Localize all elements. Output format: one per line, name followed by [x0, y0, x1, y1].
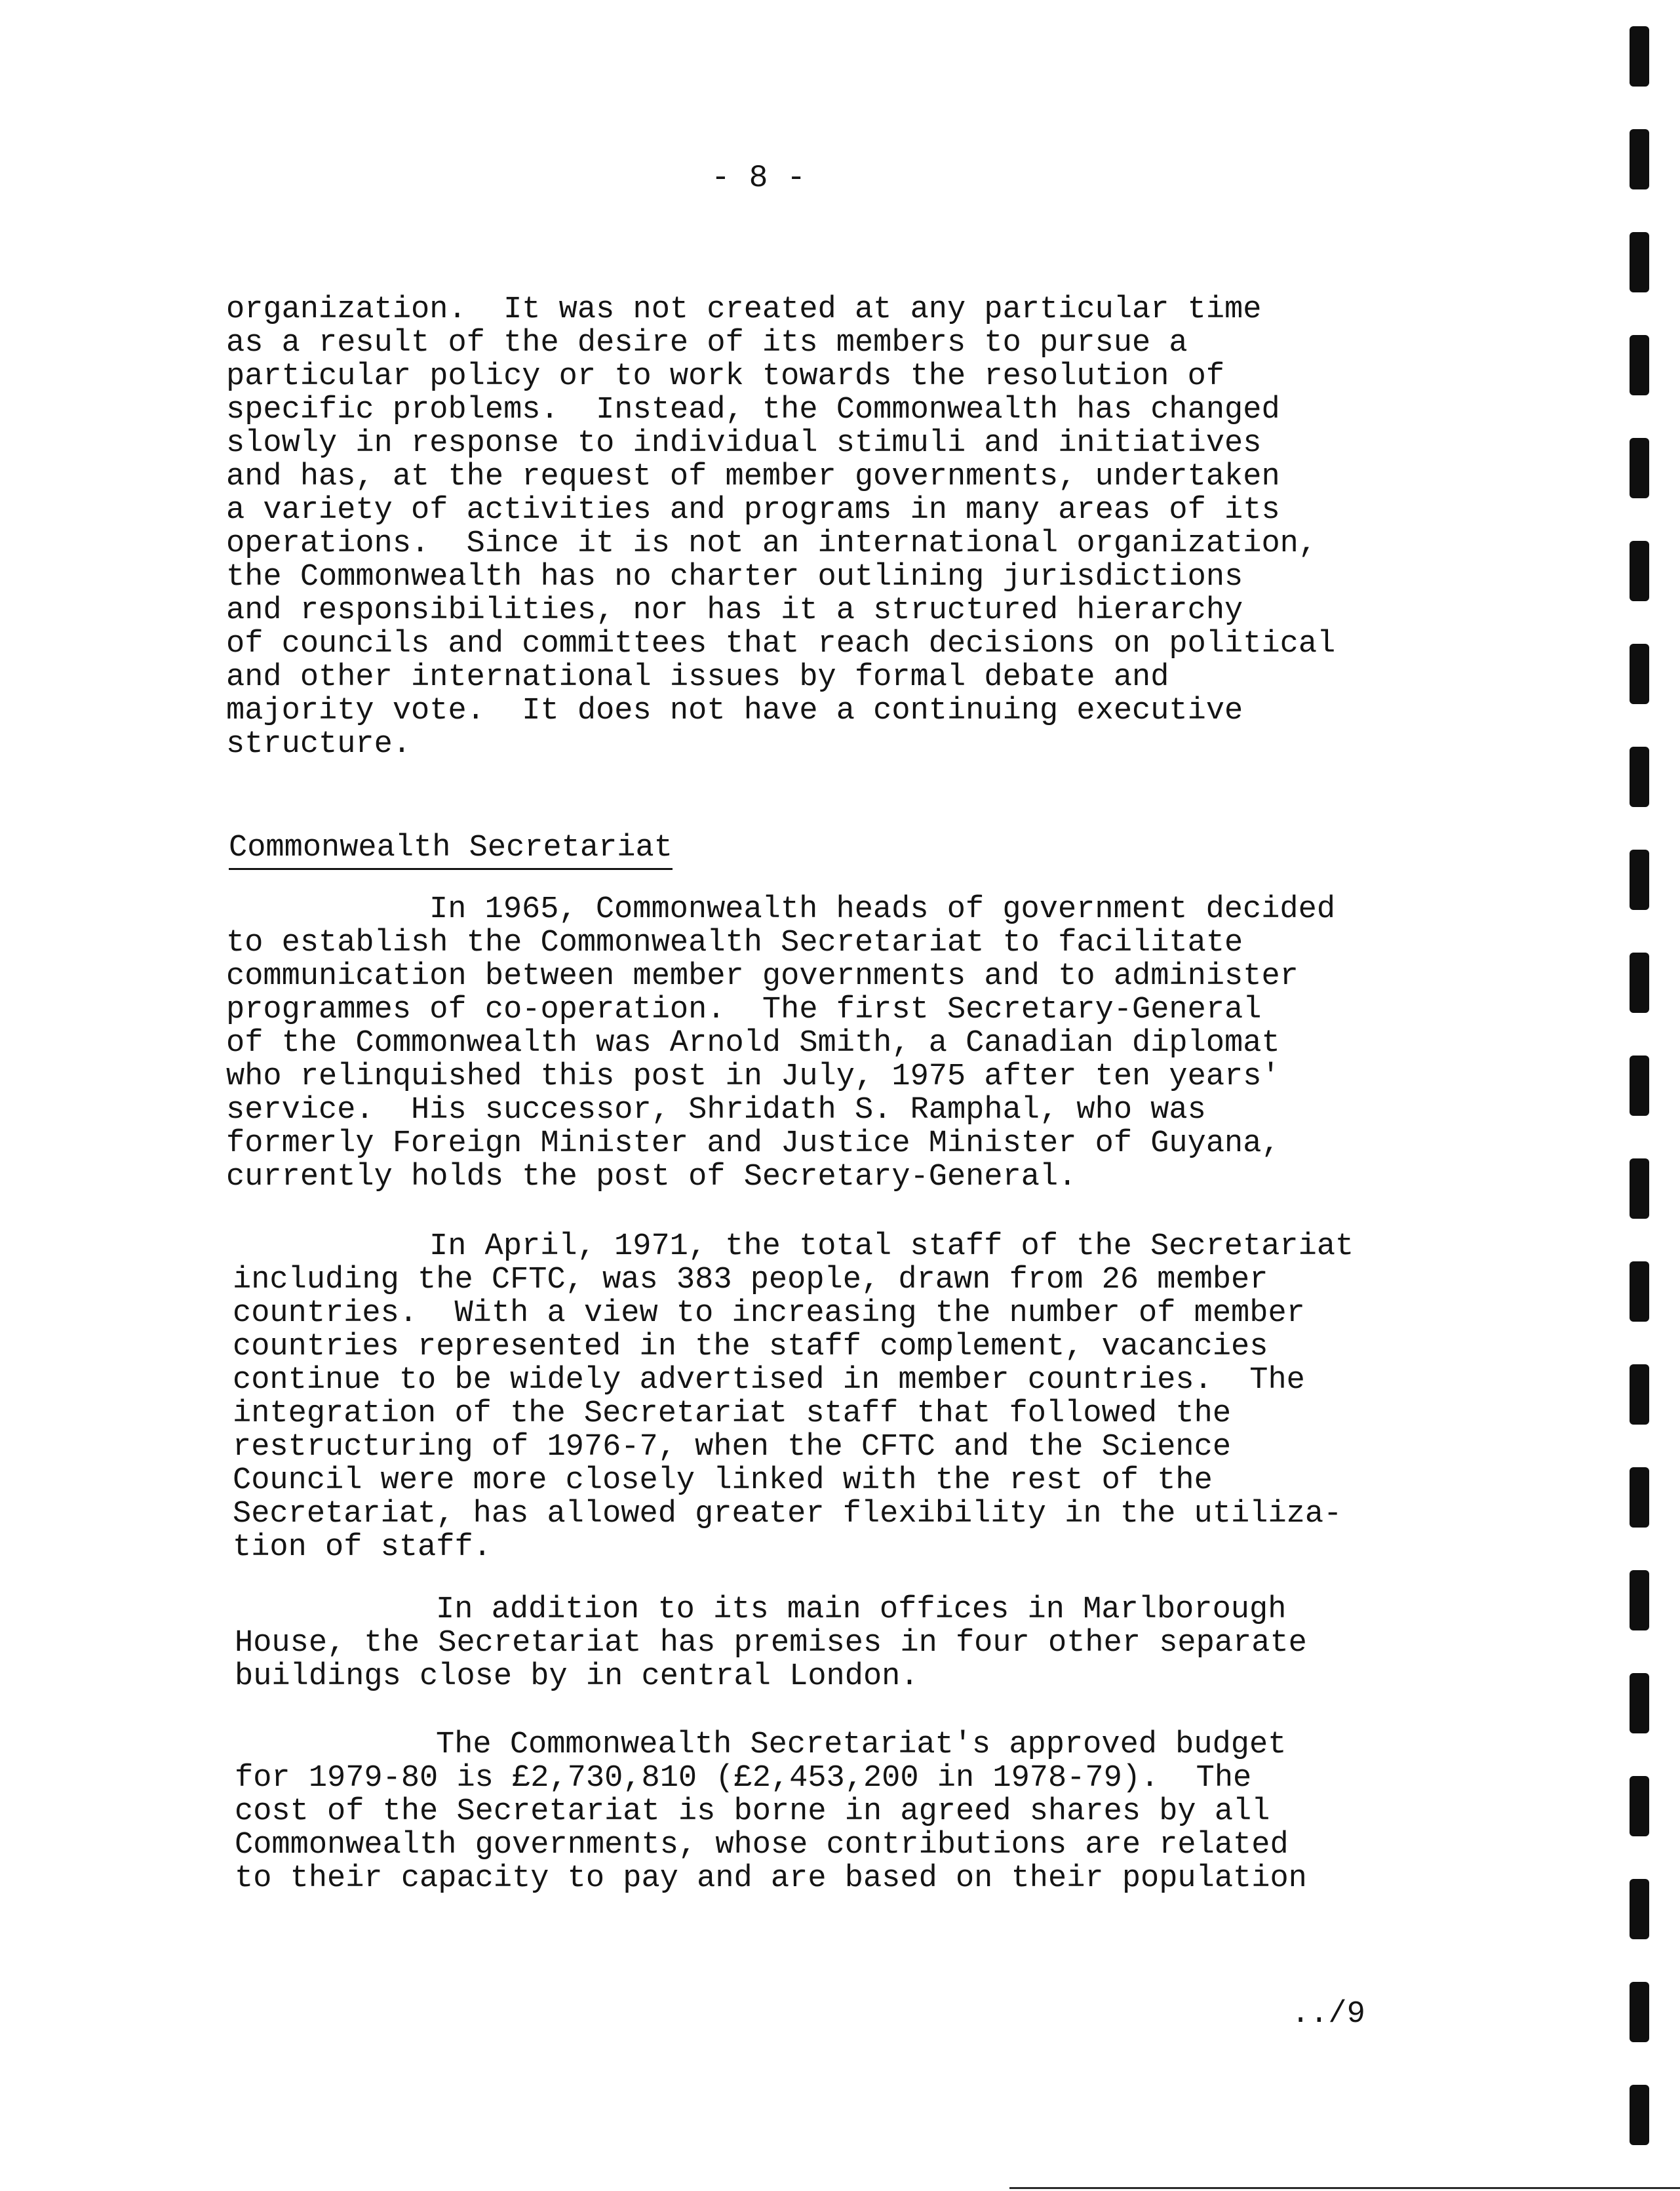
- section-heading: Commonwealth Secretariat: [229, 830, 673, 870]
- text-line: specific problems. Instead, the Commonwealth has changed: [226, 393, 1280, 427]
- continued-marker: ../9: [1291, 1997, 1365, 2032]
- binding-hole: [1630, 850, 1649, 910]
- text-line: cost of the Secretariat is borne in agreed shares by all: [235, 1794, 1270, 1829]
- text-line: formerly Foreign Minister and Justice Minister of Guyana,: [226, 1126, 1280, 1161]
- text-line: currently holds the post of Secretary-General.: [226, 1160, 1077, 1194]
- text-line: Commonwealth governments, whose contributions are related: [235, 1828, 1289, 1863]
- binding-hole: [1630, 541, 1649, 601]
- text-line: structure.: [226, 727, 412, 762]
- binding-strip: [1623, 0, 1680, 2191]
- text-line: In addition to its main offices in Marlborough: [436, 1592, 1287, 1627]
- text-line: In 1965, Commonwealth heads of government decided: [429, 892, 1336, 927]
- text-line: of the Commonwealth was Arnold Smith, a Canadian diplomat: [226, 1026, 1280, 1061]
- paragraph-1965: [226, 893, 1335, 1194]
- binding-hole: [1630, 1570, 1649, 1630]
- text-line: countries. With a view to increasing the number of member: [233, 1296, 1305, 1331]
- paragraph-budget: [235, 1728, 1307, 1895]
- binding-hole: [1630, 644, 1649, 704]
- text-line: programmes of co-operation. The first Secretary-General: [226, 993, 1262, 1027]
- text-line: including the CFTC, was 383 people, drawn from 26 member: [233, 1263, 1268, 1297]
- text-line: continue to be widely advertised in member countries. The: [233, 1363, 1305, 1398]
- text-line: the Commonwealth has no charter outlining jurisdictions: [226, 560, 1243, 595]
- binding-hole: [1630, 26, 1649, 87]
- text-line: Secretariat, has allowed greater flexibility in the utiliza-: [233, 1497, 1342, 1531]
- binding-hole: [1630, 2085, 1649, 2145]
- text-line: majority vote. It does not have a continuing executive: [226, 694, 1243, 728]
- paragraph-offices: [235, 1593, 1307, 1693]
- binding-hole: [1630, 747, 1649, 807]
- text-line: Council were more closely linked with the rest of the: [233, 1463, 1213, 1498]
- text-line: to establish the Commonwealth Secretariat to facilitate: [226, 926, 1243, 960]
- paragraph-1971: [233, 1230, 1354, 1564]
- binding-hole: [1630, 1673, 1649, 1733]
- text-line: service. His successor, Shridath S. Ramphal, who was: [226, 1093, 1206, 1128]
- text-line: operations. Since it is not an international organization,: [226, 526, 1318, 561]
- text-line: In April, 1971, the total staff of the Secretariat: [429, 1229, 1354, 1264]
- text-line: and has, at the request of member governments, undertaken: [226, 460, 1280, 494]
- binding-hole: [1630, 1982, 1649, 2042]
- text-line: slowly in response to individual stimuli and initiatives: [226, 426, 1262, 461]
- paragraph-intro: [226, 293, 1335, 761]
- page-edge-rule: [1009, 2187, 1680, 2189]
- binding-hole: [1630, 1261, 1649, 1322]
- binding-hole: [1630, 335, 1649, 395]
- text-line: restructuring of 1976-7, when the CFTC and the Science: [233, 1430, 1232, 1465]
- binding-hole: [1630, 1467, 1649, 1528]
- text-line: for 1979-80 is £2,730,810 (£2,453,200 in 1978-79). The: [235, 1761, 1252, 1796]
- text-line: as a result of the desire of its members to pursue a: [226, 326, 1188, 361]
- binding-hole: [1630, 1056, 1649, 1116]
- text-line: House, the Secretariat has premises in four other separate: [235, 1626, 1307, 1661]
- text-line: who relinquished this post in July, 1975 after ten years': [226, 1059, 1280, 1094]
- text-line: particular policy or to work towards the resolution of: [226, 359, 1225, 394]
- text-line: and responsibilities, nor has it a structured hierarchy: [226, 593, 1243, 628]
- binding-hole: [1630, 1879, 1649, 1939]
- binding-hole: [1630, 129, 1649, 189]
- text-line: to their capacity to pay and are based on their population: [235, 1861, 1307, 1896]
- text-line: a variety of activities and programs in many areas of its: [226, 493, 1280, 528]
- text-line: and other international issues by formal debate and: [226, 660, 1169, 695]
- page-number: - 8 -: [711, 161, 806, 196]
- text-line: buildings close by in central London.: [235, 1659, 919, 1694]
- binding-hole: [1630, 232, 1649, 292]
- text-line: The Commonwealth Secretariat's approved budget: [436, 1727, 1287, 1762]
- binding-hole: [1630, 1776, 1649, 1836]
- binding-hole: [1630, 1364, 1649, 1425]
- binding-hole: [1630, 1158, 1649, 1219]
- text-line: communication between member governments and to administer: [226, 959, 1299, 994]
- text-line: of councils and committees that reach decisions on political: [226, 627, 1336, 661]
- text-line: organization. It was not created at any particular time: [226, 292, 1262, 327]
- text-line: integration of the Secretariat staff that followed the: [233, 1396, 1232, 1431]
- text-line: countries represented in the staff complement, vacancies: [233, 1330, 1268, 1364]
- binding-hole: [1630, 953, 1649, 1013]
- text-line: tion of staff.: [233, 1530, 492, 1565]
- binding-hole: [1630, 438, 1649, 498]
